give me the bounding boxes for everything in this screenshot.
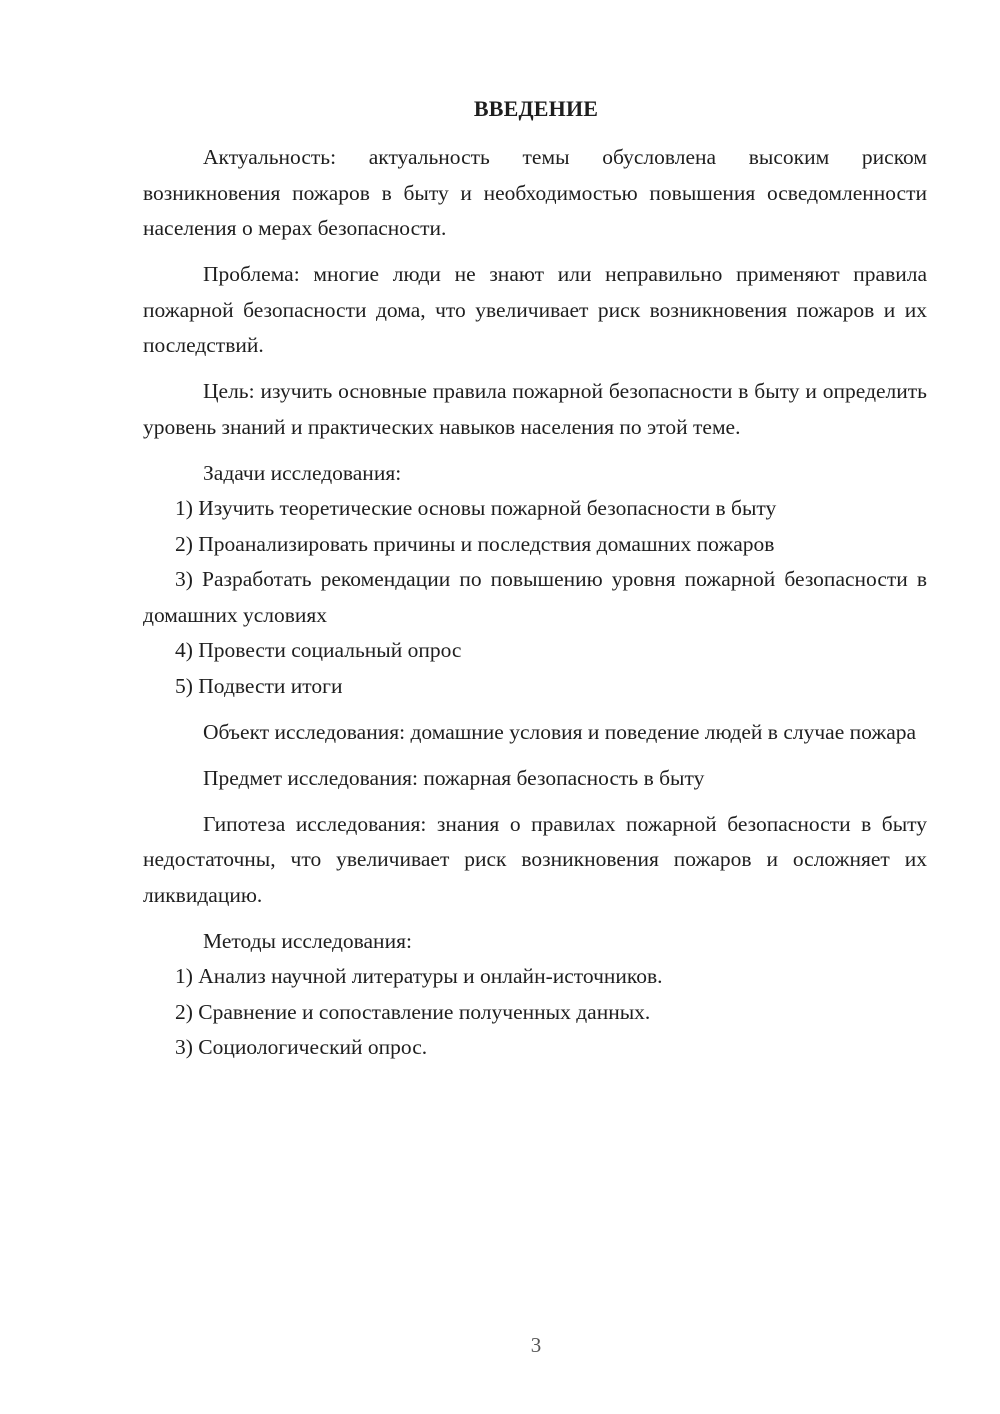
task-item: 4) Провести социальный опрос [175,638,462,662]
subject-paragraph: Предмет исследования: пожарная безопасность в быту [203,765,705,790]
task-item: 5) Подвести итоги [175,673,343,698]
method-item: 3) Социологический опрос. [175,1035,428,1059]
hypothesis-paragraph: Гипотеза исследования: знания о правилах пожарной безопасности в быту недостаточны, что увеличивает риск возникновения пожаров и осложняет их ликвидацию. [143,811,927,907]
object-paragraph: Объект исследования: домашние условия и поведение людей в случае пожара [203,719,917,744]
problem-paragraph: Проблема: многие люди не знают или неправильно применяют правила пожарной безопасности дома, что увеличивает риск возникновения пожаров и их последствий. [143,262,927,357]
methods-title: Методы исследования: [203,928,412,953]
tasks-title: Задачи исследования: [203,460,402,485]
task-item: 3) Разработать рекомендации по повышению уровня пожарной безопасности в домашних условиях [143,567,927,627]
task-item: 2) Проанализировать причины и последствия домашних пожаров [175,531,775,556]
method-item: 1) Анализ научной литературы и онлайн-источников. [175,964,663,988]
section-heading: ВВЕДЕНИЕ [473,96,599,121]
goal-paragraph: Цель: изучить основные правила пожарной безопасности в быту и определить уровень знаний и практических навыков населения по этой теме. [143,379,927,439]
task-item: 1) Изучить теоретические основы пожарной безопасности в быту [175,496,777,520]
method-item: 2) Сравнение и сопоставление полученных данных. [175,999,651,1024]
document-body [143,140,927,1066]
relevance-paragraph: Актуальность: актуальность темы обусловлена высоким риском возникновения пожаров в быту и необходимостью повышения осведомленности населения о мерах безопасности. [143,145,927,240]
page-number: 3 [530,1333,542,1357]
